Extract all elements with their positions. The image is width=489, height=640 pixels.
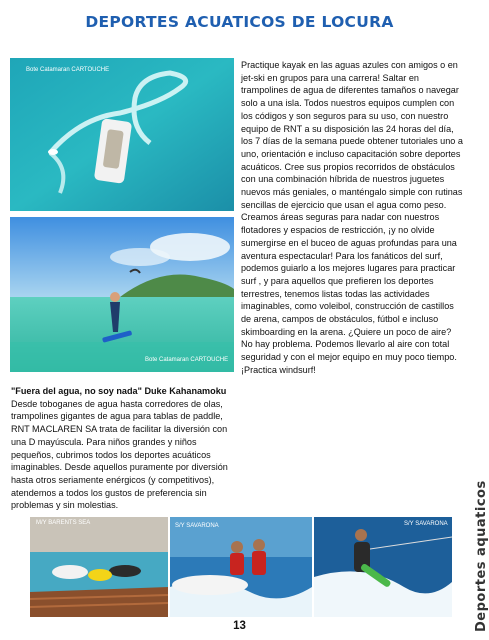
left-column-text — [11, 385, 235, 512]
jetski-dock-illustration — [30, 517, 168, 617]
bottom-left-caption: M/Y BARENTS SEA — [36, 520, 91, 526]
jetski-riders-illustration — [170, 517, 312, 617]
catamaran-illustration — [10, 58, 234, 211]
kitesurf-illustration — [10, 217, 234, 372]
bottom-mid-caption: S/Y SAVARONA — [175, 523, 219, 529]
vertical-section-title: Deportes aquaticos — [474, 480, 489, 632]
catamaran-caption: Bote Catamaran CARTOUCHE — [26, 67, 110, 73]
wakeboard-illustration — [314, 517, 452, 617]
right-column-text — [241, 59, 463, 377]
kitesurf-caption: Bote Catamaran CARTOUCHE — [145, 357, 229, 363]
page-title: DEPORTES ACUATICOS DE LOCURA — [85, 13, 394, 31]
kitesurf-photo — [10, 217, 234, 372]
quote-line: "Fuera del agua, no soy nada" Duke Kahanamoku — [11, 386, 227, 396]
jetski-riders-photo — [170, 517, 312, 617]
jetski-dock-photo — [30, 517, 168, 617]
right-body-paragraph: Practique kayak en las aguas azules con amigos o en jet-ski en grupos para una carrera! Saltar en trampolines de agua de diferentes tamaños o navegar solo a una isla. Todos nuestros equipos cumplen con los códigos y son seguros para su uso, con nuestro equipo de RNT a su disposición las 24 horas del día, los 7 días de la semana puede obtener tutoriales uno a uno, orientación e incluso capacitación sobre deportes acuáticos. Cree sus propios recorridos de obstáculos con una combinación híbrida de nuestros juguetes nuevos más geniales, o manténgalo simple con rutinas sencillas de ejercicio que usan el agua como peso. Creamos áreas seguras para nadar con nuestros flotadores y espacios de restricción, ¡y no olvide sumergirse en el buceo de aguas profundas para una aventura espectacular! Para los fanáticos del surf, podemos guiarlo a los mejores lugares para practicar surf , y para aquellos que prefieren los deportes terrestres, tenemos listas todas las actividades imaginables, como voleibol, construcción de castillos de arena, campos de obstáculos, fútbol e incluso skimboarding en la arena. ¿Quiere un poco de aire? No hay problema. Podemos llevarlo al aire con total seguridad y con el mejor equipo en muy poco tiempo. ¡Practica windsurf! — [241, 60, 463, 375]
wakeboard-photo — [314, 517, 452, 617]
page-number: 13 — [233, 620, 246, 632]
left-body-paragraph: Desde toboganes de agua hasta corredores de olas, trampolines gigantes de agua para tablas de paddle, RNT MACLAREN SA trata de facilitar la diversión con una D mayúscula. Para niños grandes y niños pequeños, cubrimos todos los deportes acuáticos imaginables. Desde aquellos puramente por diversión hasta otros seriamente enérgicos (y competitivos), atendemos a todos los gustos de preferencia sin problemas y sin molestias. — [11, 398, 228, 511]
catamaran-photo — [10, 58, 234, 211]
bottom-right-caption: S/Y SAVARONA — [404, 521, 448, 527]
